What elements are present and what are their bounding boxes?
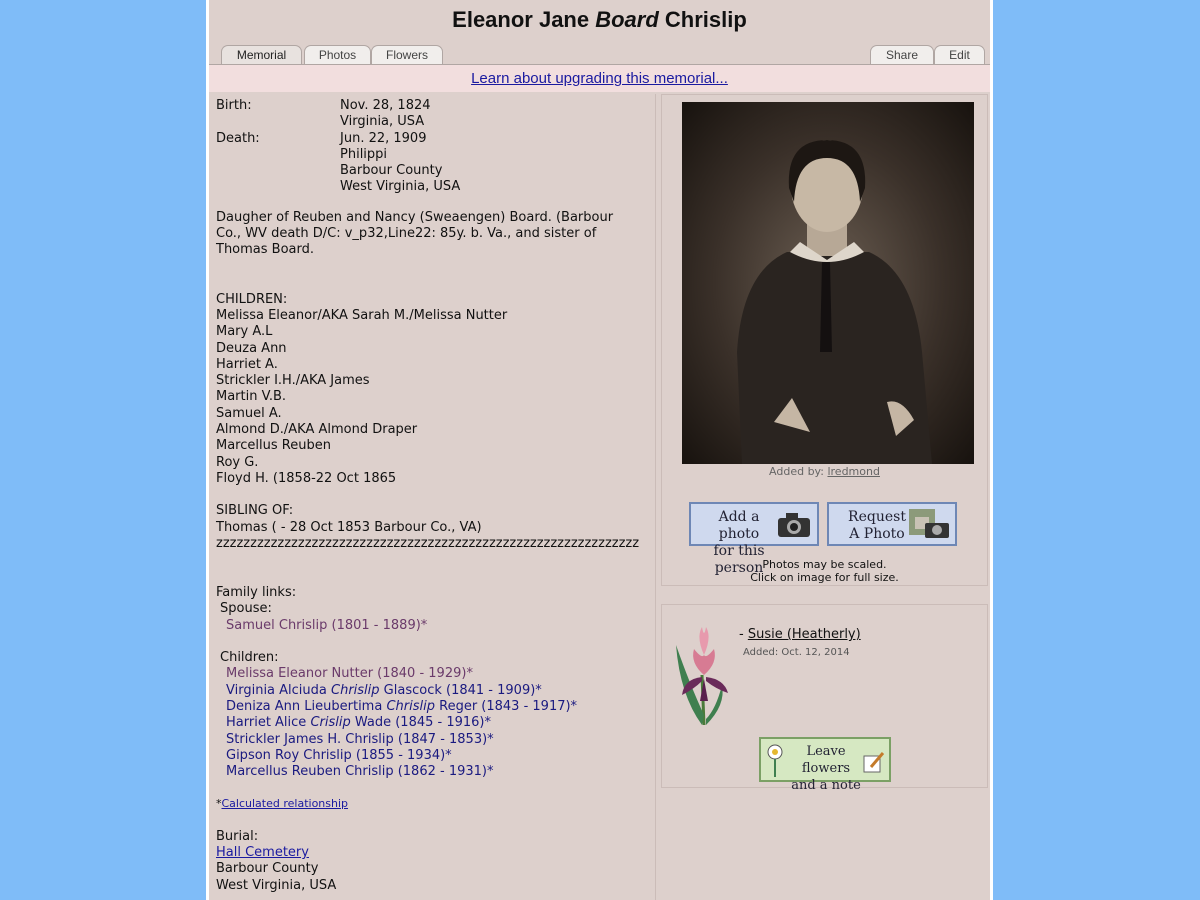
note-pencil-icon <box>863 751 885 775</box>
death-date: Jun. 22, 1909 <box>340 130 427 146</box>
birth-date: Nov. 28, 1824 <box>340 98 431 113</box>
flower-dash: - <box>739 627 748 642</box>
request-photo-label: Request A Photo <box>848 509 906 542</box>
child-maiden-name: Crislip <box>310 715 351 731</box>
title-first: Eleanor Jane <box>452 7 590 32</box>
iris-flower-icon <box>672 615 736 727</box>
vitals <box>216 98 655 196</box>
child-maiden-name: Chrislip <box>386 698 435 714</box>
spouse-link[interactable]: Samuel Chrislip (1801 - 1889)* <box>226 617 428 633</box>
flower-from-link[interactable]: Susie (Heatherly) <box>747 627 861 642</box>
page-title <box>209 7 990 37</box>
birth-place: Virginia, USA <box>340 114 425 130</box>
title-maiden: Board <box>595 7 659 32</box>
flowers-panel <box>661 604 988 793</box>
child-name-part: Reger (1843 - 1917)* <box>434 698 578 714</box>
child-link[interactable] <box>226 732 655 748</box>
burial-state: West Virginia, USA <box>216 877 337 893</box>
child-link[interactable] <box>226 715 655 731</box>
tab-memorial[interactable]: Memorial <box>221 45 302 64</box>
spouse-label: Spouse: <box>220 601 272 617</box>
tab-photos[interactable]: Photos <box>304 45 371 64</box>
memorial-details <box>216 94 656 900</box>
bio-siblings: SIBLING OF: Thomas ( - 28 Oct 1853 Barbour Co., VA) zzzzzzzzzzzzzzzzzzzzzzzzzzzzzzzzzzzzzzzzzzzzzzzzzzzzzzzzzzzzzz <box>216 503 640 551</box>
child-name-part: Gipson Roy Chrislip (1855 - 1934)* <box>226 747 452 763</box>
child-link[interactable] <box>226 699 655 715</box>
child-name-part: Marcellus Reuben Chrislip (1862 - 1931)* <box>226 764 494 780</box>
child-link[interactable] <box>226 666 655 682</box>
camera-icon <box>776 511 812 539</box>
death-label: Death: <box>216 130 260 146</box>
burial <box>216 829 655 894</box>
photo-scale-note: Photos may be scaled. Click on image for full size. <box>750 558 899 584</box>
tab-share[interactable]: Share <box>870 45 934 64</box>
burial-label: Burial: <box>216 828 259 844</box>
request-photo-button[interactable] <box>827 502 957 546</box>
burial-county: Barbour County <box>216 861 319 877</box>
child-name-part: Deniza Ann Lieubertima <box>226 698 387 714</box>
memorial-photo[interactable] <box>682 102 974 464</box>
child-name-part: Virginia Alciuda <box>226 682 332 698</box>
birth-label: Birth: <box>216 98 252 113</box>
photo-panel <box>661 94 988 586</box>
daisy-icon <box>764 743 786 779</box>
memorial-page <box>206 0 993 900</box>
add-photo-label: Add a photo for this person <box>713 509 765 576</box>
upgrade-banner <box>209 65 990 92</box>
photo-added-by <box>662 465 987 478</box>
calc-star: * <box>216 797 222 811</box>
child-name-part: Strickler James H. Chrislip (1847 - 1853)* <box>226 731 494 747</box>
death-place: Philippi Barbour County West Virginia, USA <box>340 146 461 195</box>
added-by-user-link[interactable]: lredmond <box>827 465 880 478</box>
tab-edit[interactable]: Edit <box>934 45 985 64</box>
family-heading: Family links: <box>216 585 297 601</box>
child-link[interactable] <box>226 764 655 780</box>
tombstone-camera-icon <box>909 509 951 541</box>
upgrade-link[interactable]: Learn about upgrading this memorial... <box>471 70 728 87</box>
child-maiden-name: Chrislip <box>331 682 380 698</box>
bio-intro: Daugher of Reuben and Nancy (Sweaengen) Board. (Barbour Co., WV death D/C: v_p32,Line22: 85y. b. Va., and sister of Thomas Board. <box>216 209 614 258</box>
family-links <box>216 585 655 813</box>
children-label: Children: <box>220 650 279 666</box>
tab-flowers[interactable]: Flowers <box>371 45 443 64</box>
child-name-part: Melissa Eleanor Nutter (1840 - 1929)* <box>226 666 473 682</box>
children-list <box>216 666 655 780</box>
calculated-relationship-link[interactable]: Calculated relationship <box>221 797 349 811</box>
add-photo-button[interactable] <box>689 502 819 576</box>
child-name-part: Glascock (1841 - 1909)* <box>379 682 542 698</box>
flower-added-date: Added: Oct. 12, 2014 <box>743 647 850 658</box>
added-by-label: Added by: <box>769 465 828 478</box>
leave-flowers-label: Leave flowers and a note <box>791 744 861 793</box>
portrait-image <box>682 102 974 464</box>
cemetery-link[interactable]: Hall Cemetery <box>216 844 309 860</box>
child-name-part: Harriet Alice <box>226 715 311 731</box>
child-link[interactable] <box>226 683 655 699</box>
flower-entry <box>739 627 861 642</box>
bio-children: CHILDREN: Melissa Eleanor/AKA Sarah M./Melissa Nutter Mary A.L Deuza Ann Harriet A. Strickler I.H./AKA James Martin V.B. Samuel A. Almond D./AKA Almond Draper Marcellus Reuben Roy G. Floyd H. (1858-22 Oct 1865 <box>216 291 508 486</box>
leave-flowers-button[interactable] <box>759 737 891 793</box>
child-link[interactable] <box>226 748 655 764</box>
calculated-relationship <box>216 796 655 812</box>
child-name-part: Wade (1845 - 1916)* <box>350 715 492 731</box>
title-last: Chrislip <box>664 7 747 32</box>
